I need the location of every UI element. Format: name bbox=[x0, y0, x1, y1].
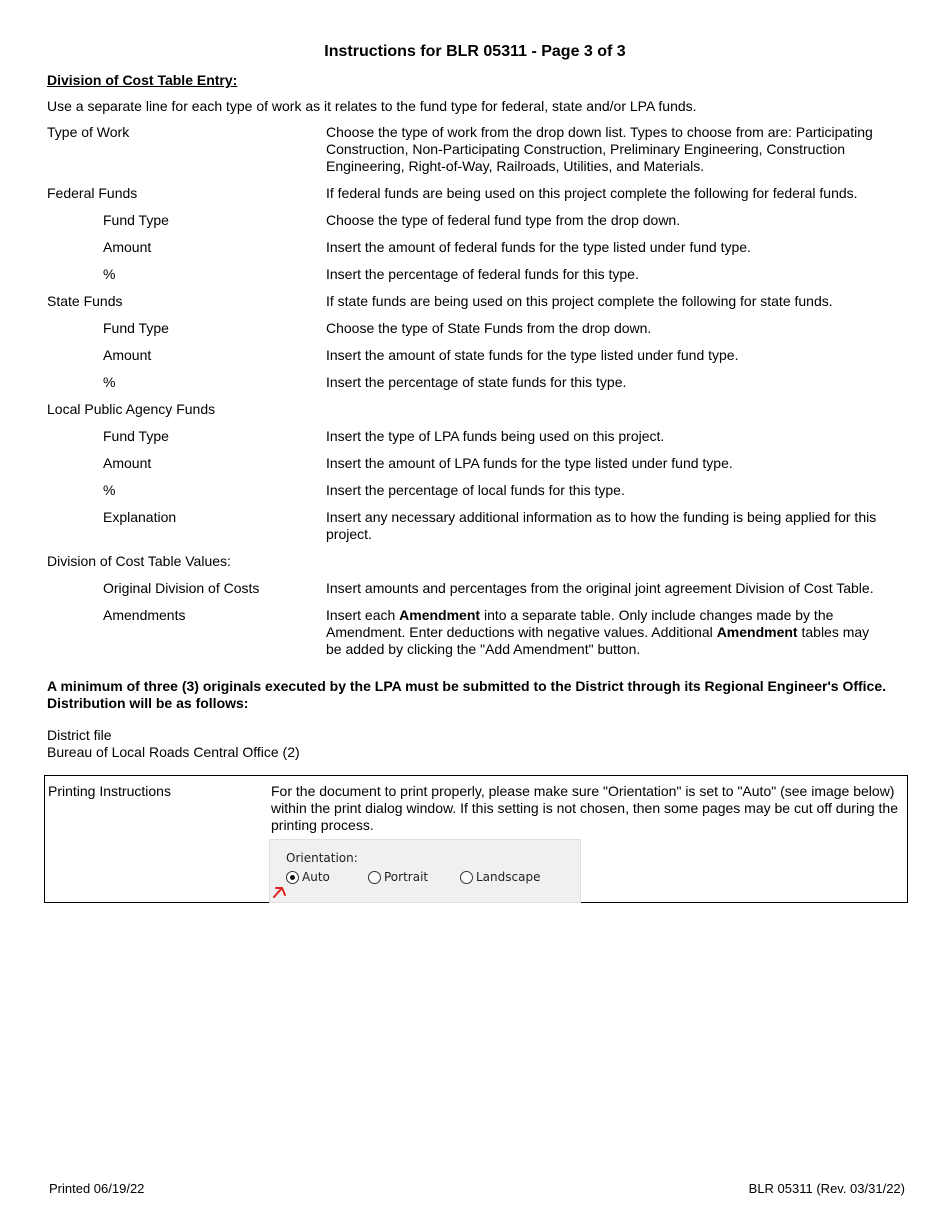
radio-auto bbox=[286, 870, 330, 884]
row-label: Amount bbox=[103, 239, 152, 255]
printing-label: Printing Instructions bbox=[48, 783, 171, 799]
row-label: Amount bbox=[103, 455, 152, 471]
row-label: Division of Cost Table Values: bbox=[47, 553, 231, 569]
page-title: Instructions for BLR 05311 - Page 3 of 3 bbox=[324, 43, 626, 60]
row-desc: Insert any necessary additional information as to how the funding is being applied for this project. bbox=[326, 509, 877, 542]
radio-portrait bbox=[368, 870, 428, 884]
radio-icon bbox=[368, 871, 381, 884]
amend-bold-2: Amendment bbox=[716, 624, 798, 640]
submission-notice: A minimum of three (3) originals executed by the LPA must be submitted to the District through its Regional Engineer's Office. Distribution will be as follows: bbox=[47, 678, 887, 711]
row-desc bbox=[326, 607, 886, 658]
row-federal-percent bbox=[47, 266, 907, 283]
row-desc: Insert amounts and percentages from the original joint agreement Division of Cost Table. bbox=[326, 580, 874, 596]
row-desc: Insert the percentage of federal funds for this type. bbox=[326, 266, 639, 282]
row-state-percent bbox=[47, 374, 907, 391]
radio-label: Landscape bbox=[476, 870, 541, 884]
printing-text: For the document to print properly, please make sure "Orientation" is set to "Auto" (see image below) within the print dialog window. If this setting is not chosen, then some pages may be cut off during the printing process. bbox=[271, 783, 898, 833]
radio-landscape bbox=[460, 870, 540, 884]
row-lpa-percent bbox=[47, 482, 907, 499]
printing-instructions-box bbox=[44, 775, 908, 903]
orientation-label: Orientation: bbox=[286, 851, 358, 865]
radio-icon bbox=[460, 871, 473, 884]
row-label: Explanation bbox=[103, 509, 177, 525]
row-desc: Insert the type of LPA funds being used on this project. bbox=[326, 428, 665, 444]
row-desc: Insert the percentage of state funds for this type. bbox=[326, 374, 627, 390]
amend-text-1: Insert each bbox=[326, 607, 400, 623]
section-heading: Division of Cost Table Entry: bbox=[47, 72, 238, 88]
row-label: Amount bbox=[103, 347, 152, 363]
row-desc: Insert the percentage of local funds for this type. bbox=[326, 482, 625, 498]
row-division-values bbox=[47, 553, 907, 570]
row-label: Fund Type bbox=[103, 212, 169, 228]
radio-label: Portrait bbox=[384, 870, 429, 884]
distribution-item: District file bbox=[47, 727, 112, 743]
row-lpa-funds bbox=[47, 401, 907, 418]
row-desc bbox=[447, 553, 907, 570]
amend-text-2: into a separate table. Only include changes made by the Amendment. Enter deductions with negative values. Additional bbox=[326, 607, 834, 640]
row-desc: Choose the type of State Funds from the drop down. bbox=[326, 320, 652, 336]
row-state-amount bbox=[47, 347, 907, 364]
row-label: Federal Funds bbox=[47, 185, 138, 201]
amend-bold-1: Amendment bbox=[399, 607, 481, 623]
row-explanation bbox=[47, 509, 907, 543]
row-federal-amount bbox=[47, 239, 907, 256]
amend-text-3: tables may be added by clicking the "Add Amendment" button. bbox=[326, 624, 870, 657]
row-label: Fund Type bbox=[103, 320, 169, 336]
radio-label: Auto bbox=[302, 870, 330, 884]
intro-text: Use a separate line for each type of work as it relates to the fund type for federal, state and/or LPA funds. bbox=[47, 98, 697, 114]
footer-form-number: BLR 05311 (Rev. 03/31/22) bbox=[748, 1181, 905, 1196]
row-lpa-fund-type bbox=[47, 428, 907, 445]
distribution-item: Bureau of Local Roads Central Office (2) bbox=[47, 744, 300, 760]
row-label: % bbox=[103, 374, 116, 390]
row-federal-fund-type bbox=[47, 212, 907, 229]
row-label: Original Division of Costs bbox=[103, 580, 260, 596]
row-desc: If federal funds are being used on this project complete the following for federal funds. bbox=[326, 185, 858, 201]
row-desc: Choose the type of work from the drop down list. Types to choose from are: Participating Construction, Non-Participating Construction, Preliminary Engineering, Construction Engineering, Right-of-Way, Railroads, Utilities, and Materials. bbox=[326, 124, 873, 174]
row-state-funds bbox=[47, 293, 907, 310]
row-desc: Insert the amount of LPA funds for the type listed under fund type. bbox=[326, 455, 733, 471]
row-desc bbox=[447, 401, 907, 418]
row-desc: Insert the amount of federal funds for the type listed under fund type. bbox=[326, 239, 751, 255]
footer-printed-date: Printed 06/19/22 bbox=[49, 1181, 145, 1196]
row-desc: Choose the type of federal fund type from the drop down. bbox=[326, 212, 681, 228]
instruction-rows bbox=[47, 124, 907, 668]
orientation-dialog-image bbox=[269, 839, 581, 903]
row-state-fund-type bbox=[47, 320, 907, 337]
row-amendments bbox=[47, 607, 907, 658]
row-label: Local Public Agency Funds bbox=[47, 401, 216, 417]
arrow-pointer-icon bbox=[272, 884, 290, 898]
distribution-list bbox=[47, 727, 300, 761]
row-label: Fund Type bbox=[103, 428, 169, 444]
row-label: % bbox=[103, 266, 116, 282]
row-label: Amendments bbox=[103, 607, 186, 623]
row-label: Type of Work bbox=[47, 124, 130, 140]
row-desc: Insert the amount of state funds for the type listed under fund type. bbox=[326, 347, 739, 363]
row-lpa-amount bbox=[47, 455, 907, 472]
row-label: % bbox=[103, 482, 116, 498]
row-desc: If state funds are being used on this project complete the following for state funds. bbox=[326, 293, 833, 309]
radio-selected-icon bbox=[286, 871, 299, 884]
row-type-of-work bbox=[47, 124, 907, 175]
row-federal-funds bbox=[47, 185, 907, 202]
row-label: State Funds bbox=[47, 293, 123, 309]
row-original-division bbox=[47, 580, 907, 597]
